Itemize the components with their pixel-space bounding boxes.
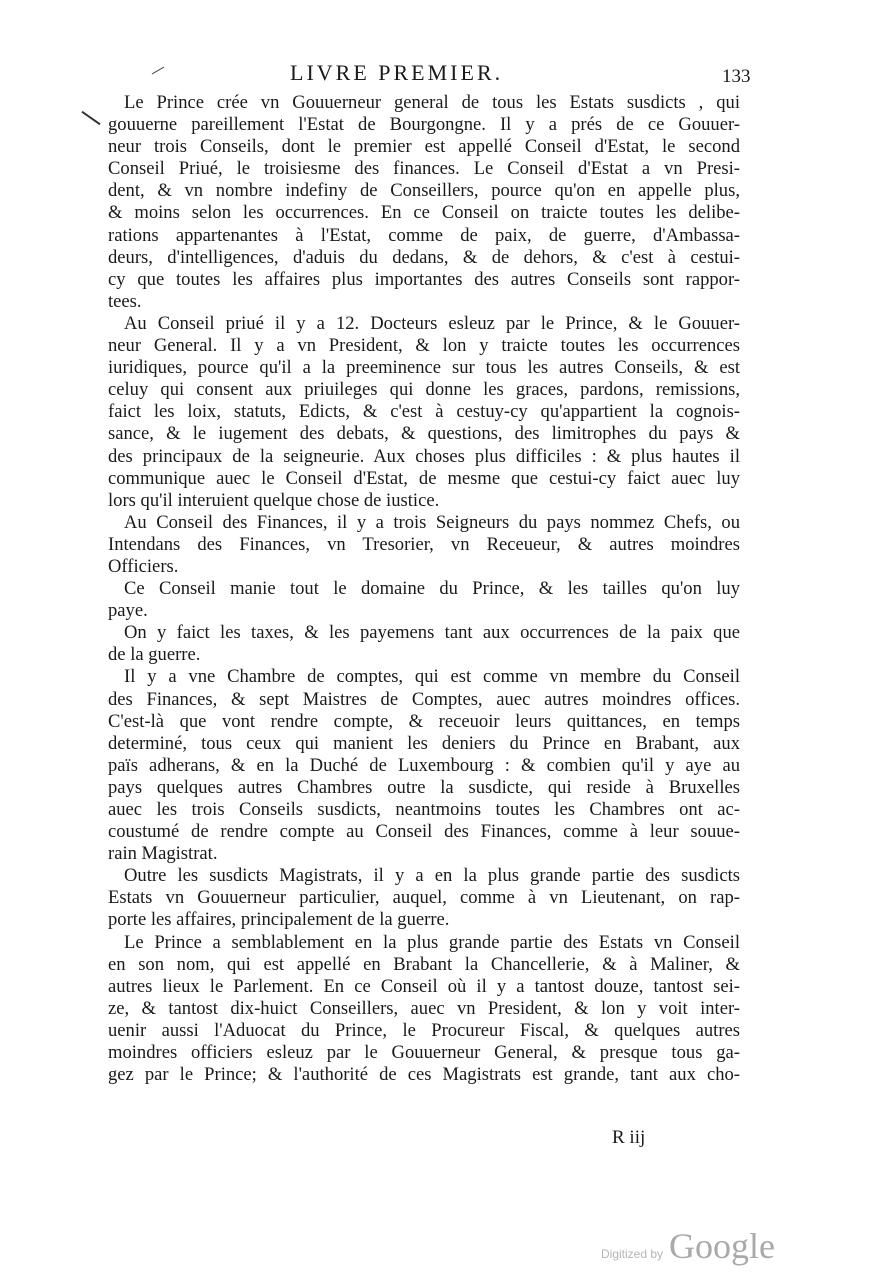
text-line: coustumé de rendre compte au Conseil des Finances, comme à leur souue- — [108, 821, 740, 843]
digitized-watermark — [601, 1225, 775, 1267]
running-title: LIVRE PREMIER. — [290, 60, 504, 85]
margin-ink-mark — [81, 111, 100, 125]
page-body-text — [108, 92, 740, 1086]
text-line: lors qu'il interuient quelque chose de iustice. — [108, 489, 440, 511]
text-line: faict les loix, statuts, Edicts, & c'est à cestuy-cy qu'appartient la cognois- — [108, 401, 740, 423]
text-line: gez par le Prince; & l'authorité de ces Magistrats est grande, tant aux cho- — [108, 1064, 740, 1086]
margin-ink-mark — [152, 67, 165, 75]
text-line: tees. — [108, 290, 142, 312]
text-line: communique auec le Conseil d'Estat, de mesme que cestui-cy faict auec luy — [108, 467, 740, 489]
text-line: Officiers. — [108, 555, 179, 577]
text-line: C'est-là que vont rendre compte, & receuoir leurs quittances, en temps — [108, 710, 740, 732]
text-line: celuy qui consent aux priuileges qui donne les graces, pardons, remissions, — [108, 379, 740, 401]
text-line: sance, & le iugement des debats, & questions, des limitrophes du pays & — [108, 423, 740, 445]
text-line: Au Conseil priué il y a 12. Docteurs esleuz par le Prince, & le Gouuer- — [124, 312, 740, 334]
text-line: de la guerre. — [108, 644, 201, 666]
text-line: deurs, d'intelligences, d'aduis du dedans, & de dehors, & c'est à cestui- — [108, 246, 740, 268]
text-line: Intendans des Finances, vn Tresorier, vn Receueur, & autres moindres — [108, 533, 740, 555]
text-line: païs adherans, & en la Duché de Luxembourg : & combien qu'il y aye au — [108, 754, 740, 776]
text-line: rain Magistrat. — [108, 843, 218, 865]
text-line: Estats vn Gouuerneur particulier, auquel, comme à vn Lieutenant, on rap- — [108, 887, 740, 909]
text-line: pays quelques autres Chambres outre la susdicte, qui reside à Bruxelles — [108, 776, 740, 798]
text-line: autres lieux le Parlement. En ce Conseil où il y a tantost douze, tantost sei- — [108, 975, 740, 997]
text-line: determiné, tous ceux qui manient les deniers du Prince en Brabant, aux — [108, 732, 740, 754]
text-line: Ce Conseil manie tout le domaine du Prince, & les tailles qu'on luy — [124, 578, 740, 600]
text-line: en son nom, qui est appellé en Brabant la Chancellerie, & à Maliner, & — [108, 953, 740, 975]
text-line: Il y a vne Chambre de comptes, qui est comme vn membre du Conseil — [124, 666, 740, 688]
digitized-prefix: Digitized by — [601, 1247, 664, 1261]
text-line: iuridiques, pource qu'il a la preeminence sur tous les autres Conseils, & est — [108, 357, 740, 379]
text-line: Le Prince a semblablement en la plus grande partie des Estats vn Conseil — [124, 931, 740, 953]
google-logo: Google — [669, 1226, 776, 1266]
signature-mark: R iij — [612, 1127, 646, 1148]
text-line: On y faict les taxes, & les payemens tant aux occurrences de la paix que — [124, 622, 740, 644]
text-line: neur trois Conseils, dont le premier est appellé Conseil d'Estat, le second — [108, 136, 740, 158]
text-line: uenir aussi l'Aduocat du Prince, le Procureur Fiscal, & quelques autres — [108, 1019, 740, 1041]
text-line: moindres officiers esleuz par le Gouuerneur General, & presque tous ga- — [108, 1042, 740, 1064]
text-line: ze, & tantost dix-huict Conseillers, auec vn President, & lon y voit inter- — [108, 997, 740, 1019]
text-line: des principaux de la seigneurie. Aux choses plus difficiles : & plus hautes il — [108, 445, 740, 467]
text-line: porte les affaires, principalement de la guerre. — [108, 909, 450, 931]
page-number: 133 — [722, 66, 751, 87]
text-line: Outre les susdicts Magistrats, il y a en la plus grande partie des susdicts — [124, 865, 740, 887]
text-line: Le Prince crée vn Gouuerneur general de tous les Estats susdicts , qui — [124, 92, 740, 113]
text-line: gouuerne pareillement l'Estat de Bourgongne. Il y a prés de ce Gouuer- — [108, 114, 740, 136]
text-line: des Finances, & sept Maistres de Comptes, auec autres moindres offices. — [108, 688, 740, 710]
text-line: rations appartenantes à l'Estat, comme de paix, de guerre, d'Ambassa- — [108, 224, 740, 246]
text-line: Conseil Priué, le troisiesme des finances. Le Conseil d'Estat a vn Presi- — [108, 158, 740, 180]
text-line: Au Conseil des Finances, il y a trois Seigneurs du pays nommez Chefs, ou — [124, 511, 740, 533]
text-line: auec les trois Conseils susdicts, neantmoins toutes les Chambres ont ac- — [108, 799, 740, 820]
text-line: neur General. Il y a vn President, & lon y traicte toutes les occurrences — [108, 335, 740, 357]
text-line: paye. — [108, 600, 148, 622]
text-line: cy que toutes les affaires plus importantes des autres Conseils sont rappor- — [108, 268, 740, 290]
text-line: & moins selon les occurrences. En ce Conseil on traicte toutes les delibe- — [108, 202, 740, 224]
text-line: dent, & vn nombre indefiny de Conseillers, pource qu'on en appelle plus, — [108, 180, 740, 202]
